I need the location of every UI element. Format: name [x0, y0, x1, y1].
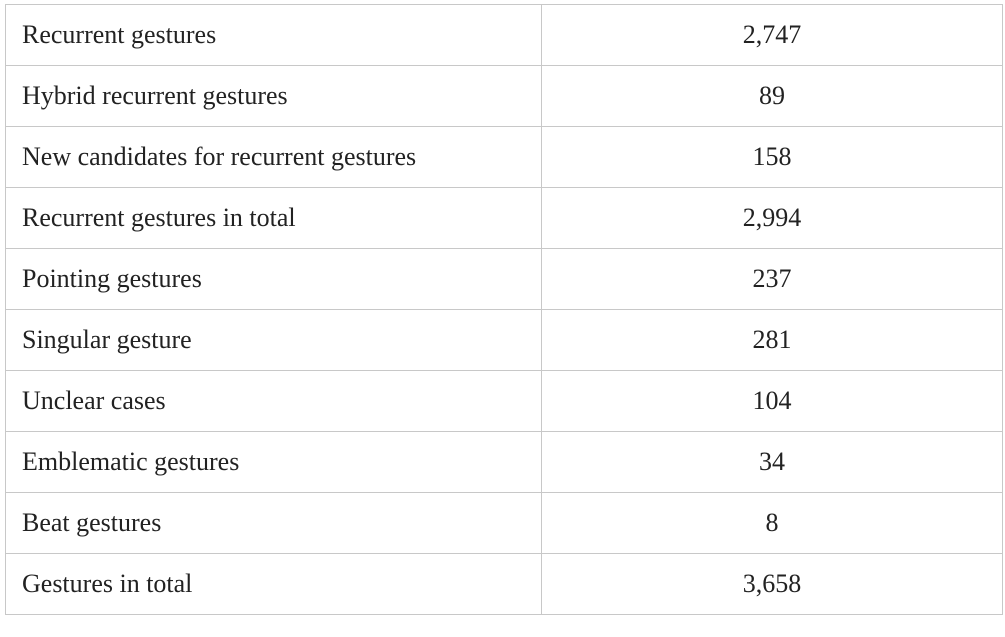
row-value: 34 [542, 432, 1003, 493]
row-label: Gestures in total [6, 554, 542, 615]
row-value: 8 [542, 493, 1003, 554]
row-label: Unclear cases [6, 371, 542, 432]
table-body [6, 5, 1003, 615]
gesture-count-table [5, 4, 1003, 615]
row-label: Recurrent gestures in total [6, 188, 542, 249]
row-label: Emblematic gestures [6, 432, 542, 493]
gesture-count-table-container [5, 4, 1002, 615]
row-value: 158 [542, 127, 1003, 188]
row-value: 2,747 [542, 5, 1003, 66]
table-row [6, 493, 1003, 554]
row-value: 3,658 [542, 554, 1003, 615]
row-label: Singular gesture [6, 310, 542, 371]
row-value: 237 [542, 249, 1003, 310]
row-value: 2,994 [542, 188, 1003, 249]
row-label: Pointing gestures [6, 249, 542, 310]
row-label: New candidates for recurrent gestures [6, 127, 542, 188]
row-label: Hybrid recurrent gestures [6, 66, 542, 127]
table-row [6, 371, 1003, 432]
row-value: 281 [542, 310, 1003, 371]
table-row [6, 5, 1003, 66]
table-row [6, 554, 1003, 615]
row-label: Recurrent gestures [6, 5, 542, 66]
table-row [6, 249, 1003, 310]
table-row [6, 127, 1003, 188]
table-row [6, 188, 1003, 249]
row-value: 89 [542, 66, 1003, 127]
row-label: Beat gestures [6, 493, 542, 554]
row-value: 104 [542, 371, 1003, 432]
table-row [6, 66, 1003, 127]
table-row [6, 310, 1003, 371]
table-row [6, 432, 1003, 493]
